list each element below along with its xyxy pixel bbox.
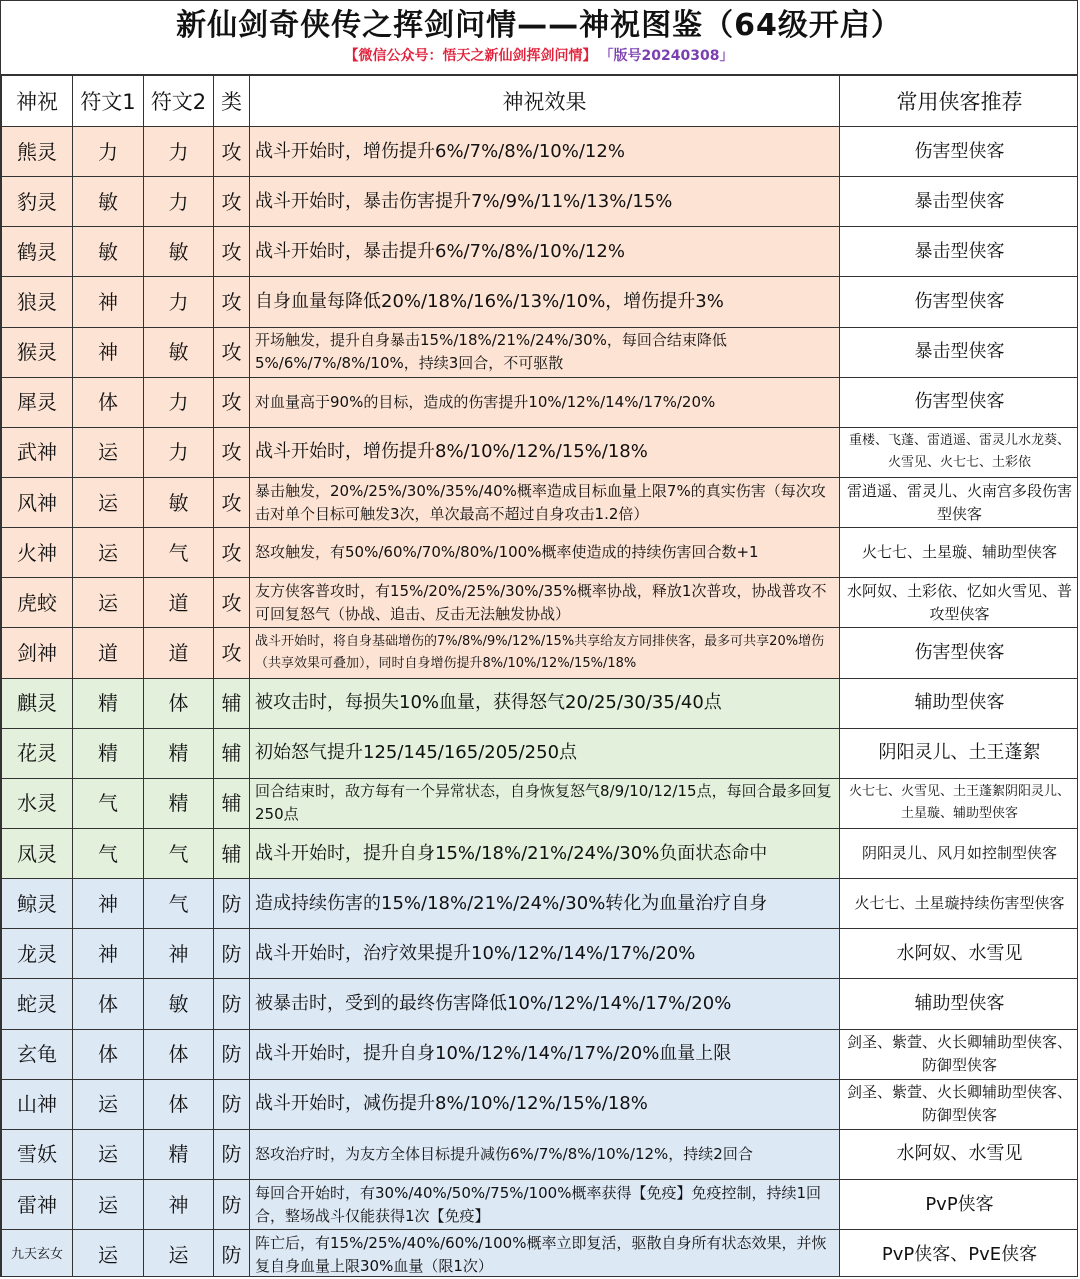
table-row: [2, 528, 1079, 578]
rune1-cell: 精: [73, 728, 144, 778]
effect-cell: 造成持续伤害的15%/18%/21%/24%/30%转化为血量治疗自身: [250, 879, 840, 929]
recommend-cell: 暴击型侠客: [840, 177, 1079, 227]
effect-cell: 怒攻治疗时，为友方全体目标提升减伤6%/7%/8%/10%/12%，持续2回合: [250, 1129, 840, 1179]
type-cell: 攻: [214, 127, 250, 177]
rune2-cell: 精: [144, 1129, 214, 1179]
blessing-name: 熊灵: [2, 127, 73, 177]
rune2-cell: 力: [144, 427, 214, 477]
recommend-cell: 暴击型侠客: [840, 227, 1079, 277]
rune2-cell: 力: [144, 277, 214, 327]
rune2-cell: 神: [144, 929, 214, 979]
blessing-name: 龙灵: [2, 929, 73, 979]
recommend-cell: 火七七、火雪见、土王蓬絮阴阳灵儿、土星璇、辅助型侠客: [840, 778, 1079, 828]
table-row: [2, 277, 1079, 327]
rune1-cell: 敏: [73, 227, 144, 277]
rune2-cell: 力: [144, 177, 214, 227]
effect-cell: 回合结束时，敌方每有一个异常状态，自身恢复怒气8/9/10/12/15点，每回合最多回复250点: [250, 778, 840, 828]
blessing-table: [1, 75, 1078, 1277]
recommend-cell: PvP侠客、PvE侠客: [840, 1230, 1079, 1277]
subtitle-wechat: 【微信公众号：悟天之新仙剑挥剑问情】: [344, 48, 597, 64]
recommend-cell: 剑圣、紫萱、火长卿辅助型侠客、防御型侠客: [840, 1079, 1079, 1129]
column-header-rune1: 符文1: [73, 76, 144, 127]
blessing-name: 九天玄女: [2, 1230, 73, 1277]
blessing-name: 狼灵: [2, 277, 73, 327]
table-row: [2, 477, 1079, 527]
recommend-cell: 水阿奴、水雪见: [840, 929, 1079, 979]
rune1-cell: 体: [73, 1029, 144, 1079]
recommend-cell: 暴击型侠客: [840, 327, 1079, 377]
recommend-cell: 伤害型侠客: [840, 127, 1079, 177]
blessing-name: 雷神: [2, 1179, 73, 1229]
rune1-cell: 运: [73, 528, 144, 578]
recommend-cell: 辅助型侠客: [840, 979, 1079, 1029]
rune1-cell: 敏: [73, 177, 144, 227]
rune2-cell: 力: [144, 127, 214, 177]
effect-cell: 战斗开始时，暴击提升6%/7%/8%/10%/12%: [250, 227, 840, 277]
recommend-cell: 阴阳灵儿、风月如控制型侠客: [840, 828, 1079, 878]
blessing-name: 虎蛟: [2, 578, 73, 628]
table-row: [2, 227, 1079, 277]
blessing-name: 武神: [2, 427, 73, 477]
rune1-cell: 神: [73, 879, 144, 929]
table-row: [2, 177, 1079, 227]
effect-cell: 战斗开始时，将自身基础增伤的7%/8%/9%/12%/15%共享给友方同排侠客，最多可共享20%增伤（共享效果可叠加），同时自身增伤提升8%/10%/12%/15%/18%: [250, 628, 840, 678]
rune2-cell: 敏: [144, 477, 214, 527]
effect-cell: 每回合开始时，有30%/40%/50%/75%/100%概率获得【免疫】免疫控制，持续1回合，整场战斗仅能获得1次【免疫】: [250, 1179, 840, 1229]
effect-cell: 友方侠客普攻时，有15%/20%/25%/30%/35%概率协战，释放1次普攻，协战普攻不可回复怒气（协战、追击、反击无法触发协战）: [250, 578, 840, 628]
blessing-name: 麒灵: [2, 678, 73, 728]
table-row: [2, 127, 1079, 177]
sheet-header: [1, 1, 1077, 75]
rune1-cell: 运: [73, 578, 144, 628]
blessing-name: 雪妖: [2, 1129, 73, 1179]
rune1-cell: 运: [73, 427, 144, 477]
blessing-name: 凤灵: [2, 828, 73, 878]
blessing-name: 风神: [2, 477, 73, 527]
type-cell: 防: [214, 1129, 250, 1179]
recommend-cell: 伤害型侠客: [840, 377, 1079, 427]
table-row: [2, 778, 1079, 828]
table-row: [2, 879, 1079, 929]
effect-cell: 被暴击时，受到的最终伤害降低10%/12%/14%/17%/20%: [250, 979, 840, 1029]
rune1-cell: 神: [73, 929, 144, 979]
rune1-cell: 气: [73, 778, 144, 828]
rune2-cell: 气: [144, 879, 214, 929]
rune2-cell: 运: [144, 1230, 214, 1277]
type-cell: 攻: [214, 427, 250, 477]
effect-cell: 怒攻触发，有50%/60%/70%/80%/100%概率使造成的持续伤害回合数+1: [250, 528, 840, 578]
column-header-blessing: 神祝: [2, 76, 73, 127]
effect-cell: 自身血量每降低20%/18%/16%/13%/10%，增伤提升3%: [250, 277, 840, 327]
type-cell: 攻: [214, 477, 250, 527]
table-header-row: [2, 76, 1079, 127]
rune2-cell: 敏: [144, 227, 214, 277]
table-row: [2, 377, 1079, 427]
column-header-effect: 神祝效果: [250, 76, 840, 127]
type-cell: 攻: [214, 177, 250, 227]
type-cell: 辅: [214, 728, 250, 778]
type-cell: 攻: [214, 327, 250, 377]
rune1-cell: 道: [73, 628, 144, 678]
subtitle-version: 「版号20240308」: [606, 48, 734, 64]
blessing-name: 火神: [2, 528, 73, 578]
rune1-cell: 运: [73, 1179, 144, 1229]
effect-cell: 战斗开始时，治疗效果提升10%/12%/14%/17%/20%: [250, 929, 840, 979]
table-row: [2, 929, 1079, 979]
blessing-name: 水灵: [2, 778, 73, 828]
recommend-cell: 火七七、土星璇、辅助型侠客: [840, 528, 1079, 578]
recommend-cell: 火七七、土星璇持续伤害型侠客: [840, 879, 1079, 929]
table-row: [2, 828, 1079, 878]
type-cell: 防: [214, 879, 250, 929]
rune2-cell: 神: [144, 1179, 214, 1229]
column-header-rune2: 符文2: [144, 76, 214, 127]
table-row: [2, 678, 1079, 728]
rune2-cell: 精: [144, 728, 214, 778]
table-row: [2, 979, 1079, 1029]
recommend-cell: 辅助型侠客: [840, 678, 1079, 728]
recommend-cell: 水阿奴、土彩依、忆如火雪见、普攻型侠客: [840, 578, 1079, 628]
rune2-cell: 敏: [144, 979, 214, 1029]
effect-cell: 阵亡后，有15%/25%/40%/60%/100%概率立即复活，驱散自身所有状态效果，并恢复自身血量上限30%血量（限1次）: [250, 1230, 840, 1277]
effect-cell: 战斗开始时，增伤提升6%/7%/8%/10%/12%: [250, 127, 840, 177]
table-row: [2, 327, 1079, 377]
effect-cell: 战斗开始时，增伤提升8%/10%/12%/15%/18%: [250, 427, 840, 477]
type-cell: 攻: [214, 578, 250, 628]
blessing-name: 猴灵: [2, 327, 73, 377]
type-cell: 攻: [214, 377, 250, 427]
blessing-name: 玄龟: [2, 1029, 73, 1079]
column-header-type: 类: [214, 76, 250, 127]
rune2-cell: 体: [144, 678, 214, 728]
rune1-cell: 精: [73, 678, 144, 728]
rune2-cell: 道: [144, 578, 214, 628]
type-cell: 攻: [214, 628, 250, 678]
type-cell: 攻: [214, 277, 250, 327]
rune1-cell: 运: [73, 1079, 144, 1129]
rune2-cell: 气: [144, 528, 214, 578]
blessing-name: 豹灵: [2, 177, 73, 227]
column-header-recommend: 常用侠客推荐: [840, 76, 1079, 127]
page-title: 新仙剑奇侠传之挥剑问情——神祝图鉴（64级开启）: [176, 8, 902, 43]
table-row: [2, 1230, 1079, 1277]
type-cell: 攻: [214, 227, 250, 277]
rune2-cell: 敏: [144, 327, 214, 377]
recommend-cell: 伤害型侠客: [840, 277, 1079, 327]
effect-cell: 战斗开始时，减伤提升8%/10%/12%/15%/18%: [250, 1079, 840, 1129]
type-cell: 防: [214, 979, 250, 1029]
rune1-cell: 体: [73, 377, 144, 427]
rune2-cell: 精: [144, 778, 214, 828]
recommend-cell: 雷逍遥、雷灵儿、火南宫多段伤害型侠客: [840, 477, 1079, 527]
effect-cell: 战斗开始时，提升自身15%/18%/21%/24%/30%负面状态命中: [250, 828, 840, 878]
page-subtitle: [1, 45, 1077, 67]
rune1-cell: 运: [73, 477, 144, 527]
type-cell: 防: [214, 1230, 250, 1277]
recommend-cell: 伤害型侠客: [840, 628, 1079, 678]
recommend-cell: 阴阳灵儿、土王蓬絮: [840, 728, 1079, 778]
blessing-name: 山神: [2, 1079, 73, 1129]
blessing-name: 鹤灵: [2, 227, 73, 277]
effect-cell: 初始怒气提升125/145/165/205/250点: [250, 728, 840, 778]
blessing-name: 犀灵: [2, 377, 73, 427]
table-row: [2, 578, 1079, 628]
table-row: [2, 427, 1079, 477]
table-row: [2, 1179, 1079, 1229]
type-cell: 辅: [214, 828, 250, 878]
rune2-cell: 体: [144, 1029, 214, 1079]
blessing-name: 鲸灵: [2, 879, 73, 929]
type-cell: 辅: [214, 778, 250, 828]
type-cell: 防: [214, 1179, 250, 1229]
table-row: [2, 1029, 1079, 1079]
rune2-cell: 气: [144, 828, 214, 878]
rune1-cell: 神: [73, 277, 144, 327]
rune1-cell: 气: [73, 828, 144, 878]
rune1-cell: 神: [73, 327, 144, 377]
rune1-cell: 运: [73, 1230, 144, 1277]
type-cell: 防: [214, 929, 250, 979]
type-cell: 防: [214, 1029, 250, 1079]
effect-cell: 开场触发，提升自身暴击15%/18%/21%/24%/30%，每回合结束降低5%/6%/7%/8%/10%，持续3回合，不可驱散: [250, 327, 840, 377]
type-cell: 攻: [214, 528, 250, 578]
recommend-cell: 重楼、飞蓬、雷逍遥、雷灵儿水龙葵、火雪见、火七七、土彩依: [840, 427, 1079, 477]
effect-cell: 战斗开始时，暴击伤害提升7%/9%/11%/13%/15%: [250, 177, 840, 227]
effect-cell: 战斗开始时，提升自身10%/12%/14%/17%/20%血量上限: [250, 1029, 840, 1079]
rune1-cell: 力: [73, 127, 144, 177]
type-cell: 防: [214, 1079, 250, 1129]
type-cell: 辅: [214, 678, 250, 728]
rune1-cell: 运: [73, 1129, 144, 1179]
rune1-cell: 体: [73, 979, 144, 1029]
table-row: [2, 728, 1079, 778]
table-row: [2, 628, 1079, 678]
recommend-cell: PvP侠客: [840, 1179, 1079, 1229]
recommend-cell: 水阿奴、水雪见: [840, 1129, 1079, 1179]
rune2-cell: 体: [144, 1079, 214, 1129]
recommend-cell: 剑圣、紫萱、火长卿辅助型侠客、防御型侠客: [840, 1029, 1079, 1079]
table-row: [2, 1079, 1079, 1129]
blessing-name: 剑神: [2, 628, 73, 678]
blessing-name: 蛇灵: [2, 979, 73, 1029]
effect-cell: 被攻击时，每损失10%血量，获得怒气20/25/30/35/40点: [250, 678, 840, 728]
table-row: [2, 1129, 1079, 1179]
effect-cell: 对血量高于90%的目标，造成的伤害提升10%/12%/14%/17%/20%: [250, 377, 840, 427]
blessing-name: 花灵: [2, 728, 73, 778]
rune2-cell: 道: [144, 628, 214, 678]
effect-cell: 暴击触发，20%/25%/30%/35%/40%概率造成目标血量上限7%的真实伤害（每次攻击对单个目标可触发3次，单次最高不超过自身攻击1.2倍）: [250, 477, 840, 527]
rune2-cell: 力: [144, 377, 214, 427]
table-body: [2, 127, 1079, 1278]
